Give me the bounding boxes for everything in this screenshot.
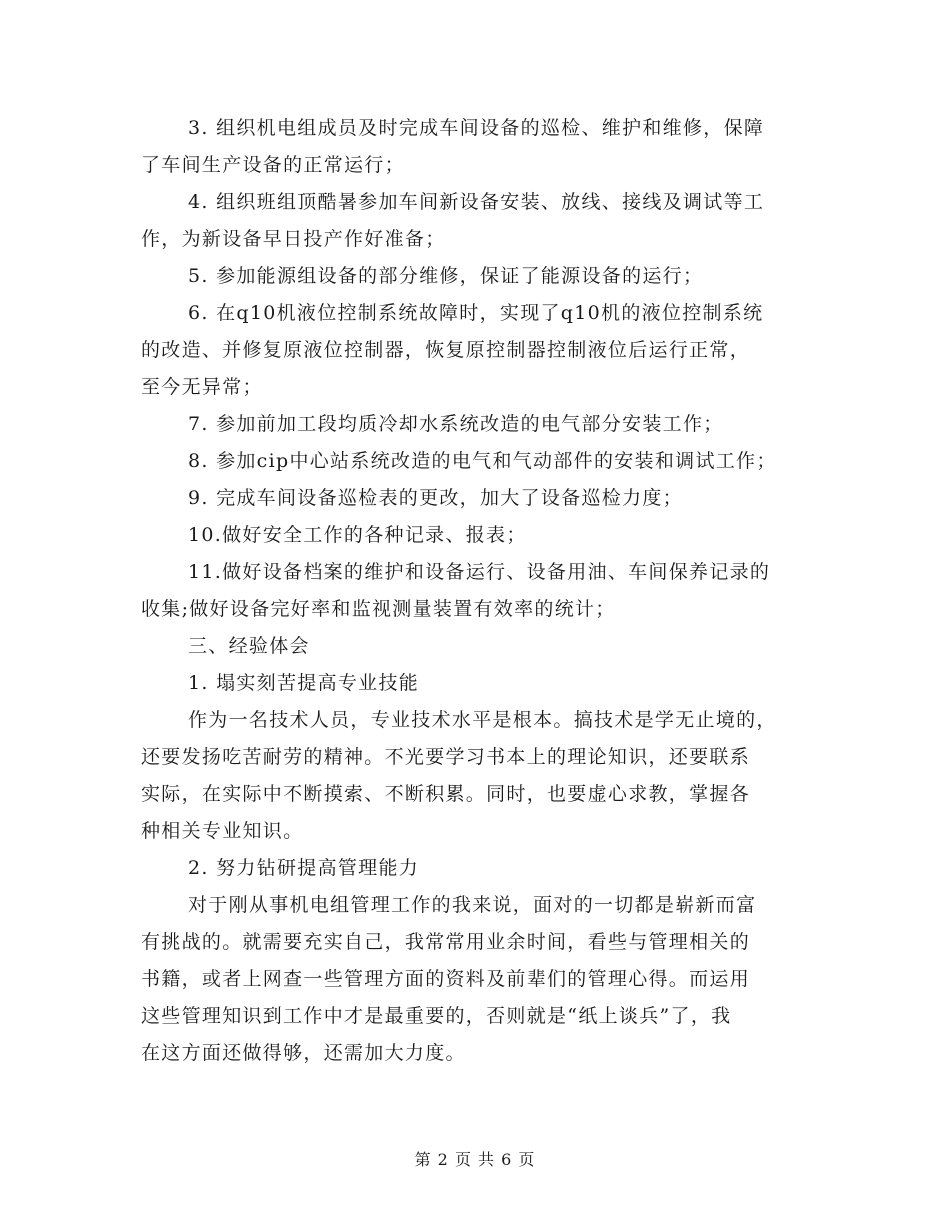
text-line: 种相关专业知识。 (141, 820, 304, 842)
page-footer: 第 2 页 共 6 页 (414, 1150, 536, 1169)
text-line: 在这方面还做得够，还需加大力度。 (141, 1042, 466, 1064)
text-line: 有挑战的。就需要充实自己，我常常用业余时间，看些与管理相关的 (141, 931, 751, 953)
document-body (141, 110, 813, 1072)
text-line: 4. 组织班组顶酷暑参加车间新设备安装、放线、接线及调试等工 (188, 191, 765, 213)
text-line: 1. 塌实刻苦提高专业技能 (188, 672, 420, 694)
text-line: 11.做好设备档案的维护和设备运行、设备用油、车间保养记录的 (188, 561, 771, 583)
text-line: 2. 努力钻研提高管理能力 (188, 857, 420, 879)
text-line: 的改造、并修复原液位控制器，恢复原控制器控制液位后运行正常， (141, 339, 751, 361)
text-line: 实际，在实际中不断摸索、不断积累。同时，也要虚心求教，掌握各 (141, 783, 751, 805)
text-line: 3. 组织机电组成员及时完成车间设备的巡检、维护和维修，保障 (188, 117, 765, 139)
text-line: 9. 完成车间设备巡检表的更改，加大了设备巡检力度； (188, 487, 683, 509)
text-line: 了车间生产设备的正常运行； (141, 154, 405, 176)
text-line: 作，为新设备早日投产作好准备； (141, 228, 446, 250)
text-line: 7. 参加前加工段均质冷却水系统改造的电气部分安装工作； (188, 413, 724, 435)
text-line: 三、经验体会 (188, 635, 310, 657)
text-line: 还要发扬吃苦耐劳的精神。不光要学习书本上的理论知识，还要联系 (141, 746, 751, 768)
text-line: 书籍，或者上网查一些管理方面的资料及前辈们的管理心得。而运用 (141, 968, 751, 990)
text-line: 至今无异常； (141, 376, 263, 398)
text-line: 6. 在q10机液位控制系统故障时，实现了q10机的液位控制系统 (188, 302, 764, 324)
text-line: 8. 参加cip中心站系统改造的电气和气动部件的安装和调试工作； (188, 450, 777, 472)
text-line: 作为一名技术人员，专业技术水平是根本。搞技术是学无止境的， (188, 709, 777, 731)
text-line: 收集;做好设备完好率和监视测量装置有效率的统计； (141, 598, 616, 620)
text-line: 5. 参加能源组设备的部分维修，保证了能源设备的运行； (188, 265, 704, 287)
text-line: 这些管理知识到工作中才是最重要的，否则就是“纸上谈兵”了，我 (141, 1005, 732, 1027)
text-line: 对于刚从事机电组管理工作的我来说，面对的一切都是崭新而富 (188, 894, 757, 916)
text-line: 10.做好安全工作的各种记录、报表； (188, 524, 527, 546)
